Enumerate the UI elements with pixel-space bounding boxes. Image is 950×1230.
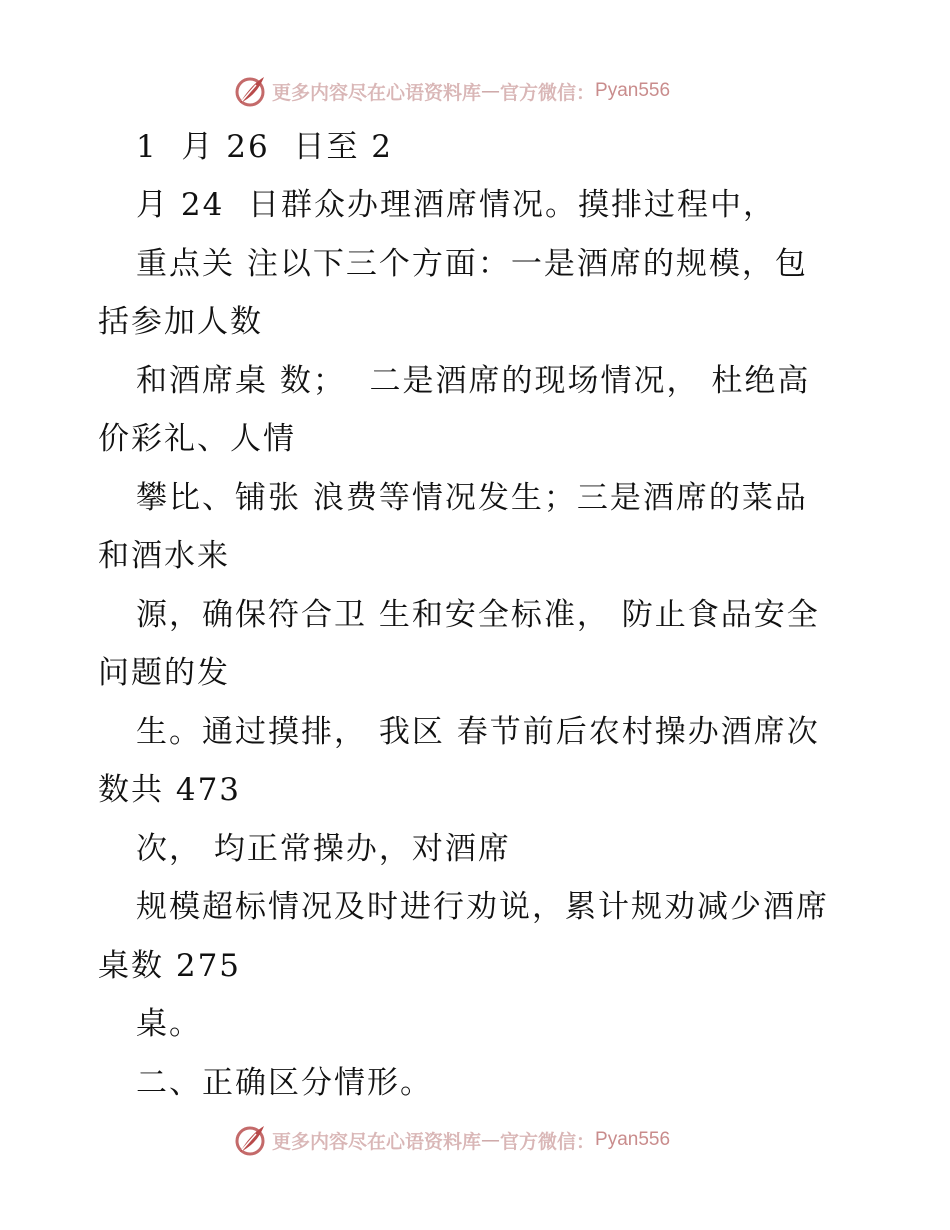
text-line: 次， 均正常操办，对酒席 [136,831,511,867]
text-line: 括参加人数 [98,304,263,340]
text-line: 数共 473 [98,772,242,808]
header-watermark [232,73,670,109]
text-line: 桌。 [136,1006,202,1042]
text-line: 规模超标情况及时进行劝说，累计规劝减少酒席 [136,889,829,925]
text-line: 生。通过摸排， 我区 春节前后农村操办酒席次 [136,714,820,750]
text-line: 和酒水来 [98,538,230,574]
text-line: 攀比、铺张 浪费等情况发生；三是酒席的菜品 [136,480,808,516]
text-line: 价彩礼、人情 [98,421,296,457]
watermark-account: Pyan556 [595,1129,671,1150]
watermark-account: Pyan556 [595,80,671,101]
watermark-separator: — [481,80,501,102]
text-line: 二、正确区分情形。 [136,1065,433,1101]
text-line: 1 月 26 日至 2 [136,129,394,165]
watermark-brand-text: 更多内容尽在心语资料库 [272,81,482,104]
feather-quill-logo-icon [232,1122,268,1158]
text-line: 源，确保符合卫 生和安全标准， 防止食品安全 [136,597,820,633]
watermark-label: 官方微信： [500,1130,596,1153]
watermark-brand-text: 更多内容尽在心语资料库 [272,1130,482,1153]
watermark-separator: — [481,1129,501,1151]
text-line: 和酒席桌 数； 二是酒席的现场情况， 杜绝高 [136,363,811,399]
text-line: 桌数 275 [98,948,242,984]
feather-quill-logo-icon [232,73,268,109]
footer-watermark [232,1122,670,1158]
text-line: 问题的发 [98,655,230,691]
text-line: 重点关 注以下三个方面：一是酒席的规模，包 [136,246,808,282]
text-line: 月 24 日群众办理酒席情况。摸排过程中， [136,187,777,223]
watermark-label: 官方微信： [500,81,596,104]
